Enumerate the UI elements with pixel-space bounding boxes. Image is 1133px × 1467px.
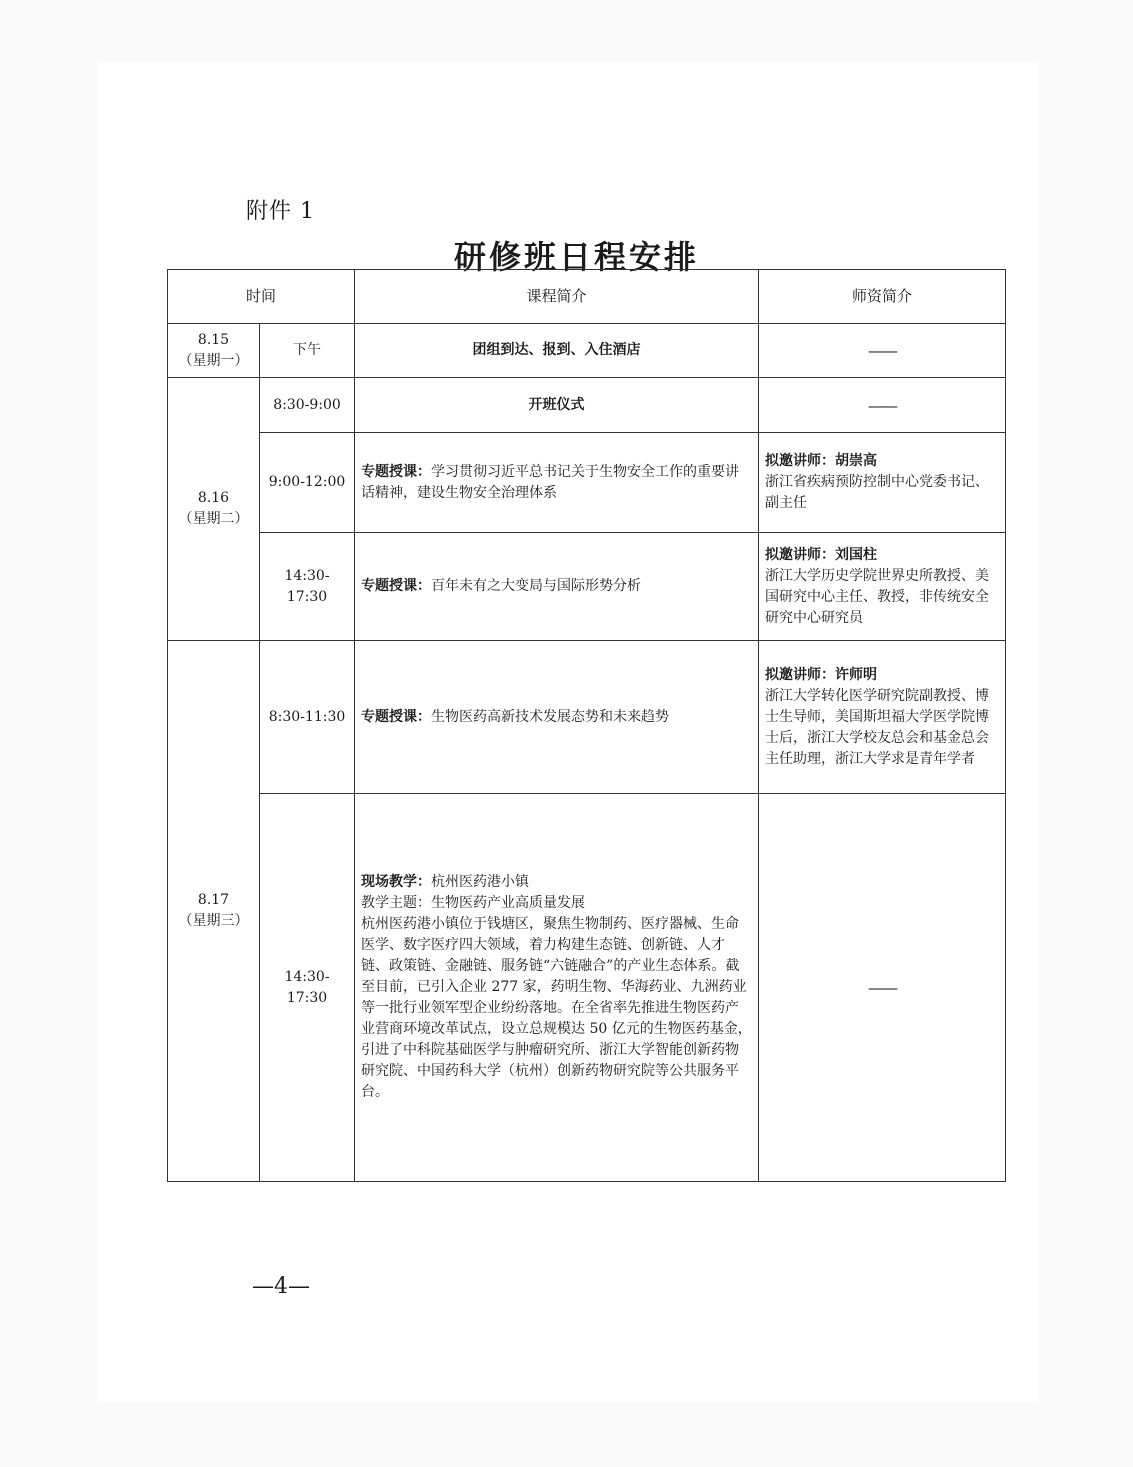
lecturer-cell: —— [759,378,1006,433]
date: 8.17 [197,892,230,908]
lecturer-cell [759,533,1006,641]
course-cell [355,533,759,641]
page-title: 研修班日程安排 [453,238,699,276]
page-number: —4— [252,1274,310,1299]
table-row [168,641,1006,794]
course-text: 百年未有之大变局与国际形势分析 [431,578,642,594]
course-site: 杭州医药港小镇 [431,874,530,890]
course-cell [355,641,759,794]
course-cell [355,433,759,533]
weekday: （星期三） [178,913,249,929]
date-cell [168,641,260,1182]
course-type: 专题授课： [361,463,432,480]
table-row [168,378,1006,433]
course-type: 现场教学： [361,874,432,890]
lecturer-bio: 浙江大学历史学院世界史所教授、美国研究中心主任、教授，非传统安全研究中心研究员 [765,567,990,626]
time-slot: 8:30-9:00 [260,378,355,433]
table-row [168,433,1006,533]
schedule-table [167,269,1006,1182]
attachment-label: 附件 1 [246,199,315,224]
weekday: （星期二） [178,511,249,527]
date-cell [168,324,260,378]
course-text: 生物医药高新技术发展态势和未来趋势 [431,708,670,725]
time-slot: 下午 [260,324,355,378]
lecturer-name: 拟邀讲师：刘国柱 [765,546,878,563]
time-slot: 8:30-11:30 [260,641,355,794]
lecturer-bio: 浙江省疾病预防控制中心党委书记、副主任 [765,474,990,511]
course-type: 专题授课： [361,708,432,725]
course-theme: 教学主题：生物医药产业高质量发展 [361,895,586,911]
course-cell: 开班仪式 [355,378,759,433]
table-row [168,324,1006,378]
date-cell [168,378,260,641]
course-cell [355,794,759,1182]
header-course: 课程简介 [355,270,759,324]
time-slot: 14:30-17:30 [260,794,355,1182]
header-time: 时间 [168,270,355,324]
course-cell: 团组到达、报到、入住酒店 [355,324,759,378]
weekday: （星期一） [178,352,249,369]
header-row [168,270,1006,324]
lecturer-cell: —— [759,324,1006,378]
course-text: 学习贯彻习近平总书记关于生物安全工作的重要讲话精神，建设生物安全治理体系 [361,463,740,501]
date: 8.16 [197,490,230,506]
table-row [168,533,1006,641]
lecturer-bio: 浙江大学转化医学研究院副教授、博士生导师，美国斯坦福大学医学院博士后，浙江大学校友总会和基金总会主任助理，浙江大学求是青年学者 [765,687,990,767]
lecturer-cell [759,641,1006,794]
course-type: 专题授课： [361,578,432,594]
table-row [168,794,1006,1182]
time-slot: 9:00-12:00 [260,433,355,533]
lecturer-name: 拟邀讲师：许师明 [765,666,878,683]
time-slot: 14:30-17:30 [260,533,355,641]
course-text: 杭州医药港小镇位于钱塘区，聚焦生物制药、医疗器械、生命医学、数字医疗四大领域，着力构建生态链、创新链、人才链、政策链、金融链、服务链“六链融合”的产业生态体系。截至目前，已引入企业 277 家，药明生物、华海药业、九洲药业等一批行业领军型企业纷纷落地。在全省率先推进生物医药产业营商环境改革试点，设立总规模达 50 亿元的生物医药基金，引进了中科院基础医学与肿瘤研究所、浙江大学智能创新药物研究院、中国药科大学（杭州）创新药物研究院等公共服务平台。 [361,916,752,1100]
header-lecturer: 师资简介 [759,270,1006,324]
date: 8.15 [197,331,230,348]
lecturer-cell: —— [759,794,1006,1182]
lecturer-name: 拟邀讲师：胡崇高 [765,453,878,469]
lecturer-cell [759,433,1006,533]
